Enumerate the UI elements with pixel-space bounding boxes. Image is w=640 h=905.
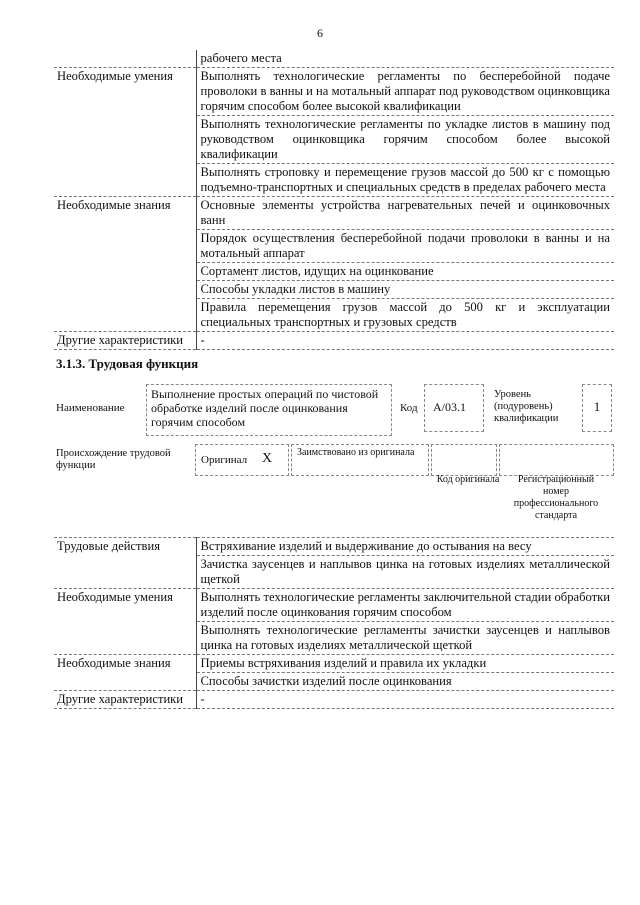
row-value: Выполнять технологические регламенты по бесперебойной подаче проволоки в ванны и на мотальный аппарат под руководством оцинковщика горячим способом более высокой квалификации	[196, 68, 614, 116]
reg-number-cell	[499, 444, 614, 476]
table-row	[54, 332, 614, 350]
row-value: Способы зачистки изделий после оцинкования	[196, 673, 614, 691]
row-label: Другие характеристики	[54, 332, 196, 350]
row-value: Встряхивание изделий и выдерживание до остывания на весу	[196, 538, 614, 556]
code-label: Код	[400, 402, 418, 414]
table-row	[54, 197, 614, 230]
table-row	[54, 538, 614, 556]
original-label: Оригинал	[201, 454, 248, 466]
section-title: 3.1.3. Трудовая функция	[56, 356, 199, 371]
row-label: Необходимые умения	[54, 589, 196, 655]
row-value: Сортамент листов, идущих на оцинкование	[196, 263, 614, 281]
code-original-cell	[431, 444, 497, 476]
row-value: Выполнять технологические регламенты заключительной стадии обработки изделий после оцинкования горячим способом	[196, 589, 614, 622]
row-value: Основные элементы устройства нагревательных печей и оцинковочных ванн	[196, 197, 614, 230]
row-value: Приемы встряхивания изделий и правила их укладки	[196, 655, 614, 673]
requirements-table-2	[54, 537, 614, 709]
table-row	[54, 50, 614, 68]
row-value: Правила перемещения грузов массой до 500 кг и эксплуатации специальных транспортных и грузовых средств	[196, 299, 614, 332]
requirements-table-1	[54, 50, 614, 350]
row-value: рабочего места	[196, 50, 614, 68]
borrowed-label: Заимствовано из оригинала	[297, 447, 415, 458]
row-label: Другие характеристики	[54, 691, 196, 709]
table-row	[54, 589, 614, 622]
row-label: Необходимые знания	[54, 655, 196, 691]
row-value: Выполнять технологические регламенты зачистки заусенцев и наплывов цинка на готовых изделиях металлической щеткой	[196, 622, 614, 655]
row-label: Трудовые действия	[54, 538, 196, 589]
table-row	[54, 655, 614, 673]
origin-label: Происхождение трудовой функции	[56, 448, 171, 471]
row-label	[54, 50, 196, 68]
page-number: 6	[317, 26, 323, 40]
row-label: Необходимые знания	[54, 197, 196, 332]
name-value: Выполнение простых операций по чистовой обработке изделий после оцинкования горячим способом	[146, 384, 392, 436]
original-mark: X	[262, 451, 273, 466]
row-value: Зачистка заусенцев и наплывов цинка на готовых изделиях металлической щеткой	[196, 556, 614, 589]
row-value: -	[196, 691, 614, 709]
code-original-caption: Код оригинала	[436, 474, 500, 485]
row-value: Способы укладки листов в машину	[196, 281, 614, 299]
level-label: Уровень (подуровень) квалификации	[494, 389, 559, 424]
row-value: -	[196, 332, 614, 350]
row-value: Порядок осуществления бесперебойной подачи проволоки в ванны и на мотальный аппарат	[196, 230, 614, 263]
reg-number-caption: Регистрационный номер профессионального стандарта	[513, 474, 599, 521]
row-value: Выполнять строповку и перемещение грузов массой до 500 кг с помощью подъемно-транспортных и специальных средств в пределах рабочего места	[196, 164, 614, 197]
table-row	[54, 68, 614, 116]
row-value: Выполнять технологические регламенты по укладке листов в машину под руководством оцинковщика горячим способом более высокой квалификации	[196, 116, 614, 164]
name-label: Наименование	[56, 402, 125, 414]
table-row	[54, 691, 614, 709]
code-value: А/03.1	[424, 384, 484, 432]
level-value: 1	[582, 384, 612, 432]
row-label: Необходимые умения	[54, 68, 196, 197]
